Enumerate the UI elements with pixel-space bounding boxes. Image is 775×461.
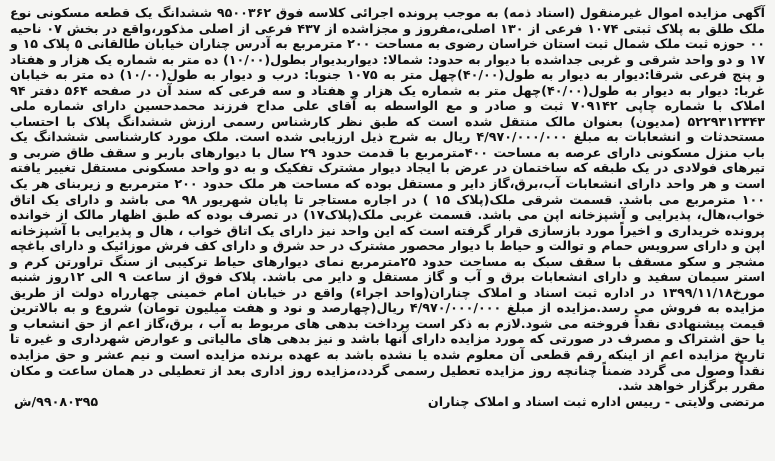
notice-code: ۹۹۰۸۰۳۹۵/ش [14, 393, 99, 409]
notice-body: به موجب پرونده اجرائی کلاسه فوق ۹۵۰۰۳۶۲ ششدانگ یک قطعه مسکونی نوع ملک طلق به پلاک ثبتی ۱۰۷۴ فرعی از ۱۳۰ اصلی،مفروز و مجزاشده از ۴۳۷ فرعی از اصلی مذکور،واقع در بخش ۰۷ ناحیه ۰۰ حوزه ثبت ملک شمال ثبت استان خراسان رضوی به مساحت ۲۰۰ مترمربع به آدرس چناران خیابان طالقانی ۵ پلاک ۱۵ و ۱۷ و دو واحد شرقی و غربی جداشده با دیوار به حدود: شمالا: دیواربدیوار بطول(۱۰/۰۰) ده متر به شماره یک هزار و هفتاد و پنج فرعی شرقا:دیوار به دیوار به طول(۴۰/۰۰)چهل متر به ۱۰۷۵ جنوبا: درب و دیوار به طول(۱۰/۰۰) ده متر به خیابان غربا: دیوار به دیوار به طول(۴۰/۰۰)چهل متر به شماره یک هزار و هفتاد و سه فرعی که سند آن در صفحه ۵۶۴ دفتر ۹۴ املاک با شماره چاپی ۷۰۹۱۴۲ ثبت و صادر و مع الواسطه به آقای علی مداح فرزند محمدحسین دارای شماره ملی ۵۲۲۹۳۱۲۳۴۳ (مدیون) بعنوان مالک منتقل شده است که طبق نظر کارشناس رسمی ارزش ششدانگ پلاک با احتساب مستحدثات و انشعابات به مبلغ ۴/۹۷۰/۰۰۰/۰۰۰ ریال به شرح ذیل ارزیابی شده است. ملک مورد کارشناسی ششدانگ یک باب منزل مسکونی دارای عرصه به مساحت ۴۰۰مترمربع با قدمت حدود ۲۹ سال با دیوارهای باربر و سقف طاق ضربی و تیرهای فولادی در یک طبقه که ساختمان در عرض با ایجاد دیوار مشترک تفکیک و به دو واحد مسکونی مستقل تغییر یافته است و هر واحد دارای انشعابات آب،برق،گاز دایر و مستقل بوده که مساحت هر ملک حدود ۲۰۰ مترمربع و زیربنای هر یک ۱۰۰ مترمربع می باشد. قسمت شرقی ملک(پلاک ۱۵ ) در اجاره مستاجر تا پایان شهریور ۹۸ می باشد و دارای یک اتاق خواب،هال، پذیرایی و آشپزخانه اپن می باشد. قسمت غربی ملک(پلاک۱۷) در تصرف بوده که طبق اظهار مالک از خوانده پرونده خریداری و اخیراً مورد بازسازی قرار گرفته است که این واحد نیز دارای یک اتاق خواب ، هال و پذیرایی با آشپزخانه اپن و دارای سرویس حمام و توالت و حیاط با دیوار محصور مشترک در حد شرق و دارای کف فرش موزائیک و دارای باغچه مشجر و سکو مسقف با سقف سبک به مساحت حدود ۲۵مترمربع نمای دیوارهای حیاط ترکیبی از سنگ تراورتن کرم و استر سیمان سفید و دارای انشعابات برق و آب و گاز مستقل و دایر می باشد. پلاک فوق از ساعت ۹ الی ۱۲روز شنبه مورخ۱۳۹۹/۱۱/۱۸ در اداره ثبت اسناد و املاک چناران(واحد اجراء) واقع در خیابان امام خمینی چهارراه دولت از طریق مزایده به فروش می رسد.مزایده از مبلغ ۴/۹۷۰/۰۰۰/۰۰۰ ریال(چهارصد و نود و هفت میلیون تومان) شروع و به بالاترین قیمت پیشنهادی نقداً فروخته می شود.لازم به ذکر است پرداخت بدهی های مربوط به آب ، برق،گاز اعم از حق انشعاب و یا حق اشتراک و مصرف در صورتی که مورد مزایده دارای آنها باشد و نیز بدهی های مالیاتی و عوارض شهرداری و غیره تا تاریخ مزایده اعم از اینکه رقم قطعی آن معلوم شده یا نشده باشد به عهده برنده مزایده است و نیم عشر و حق مزایده نقداً وصول می گردد ضمناً چنانچه روز مزایده تعطیل رسمی گردد،مزایده روز اداری بعد از تعطیلی در همان ساعت و مکان مقرر برگزار خواهد شد. [10, 5, 766, 394]
notice-footer [10, 394, 765, 410]
signature: مرتضی ولایتی - رییس اداره ثبت اسناد و املاک چناران [427, 393, 765, 409]
notice-title: آگهی مزایده اموال غیرمنقول (اسناد ذمه) [503, 5, 766, 20]
notice-paragraph [10, 5, 765, 394]
